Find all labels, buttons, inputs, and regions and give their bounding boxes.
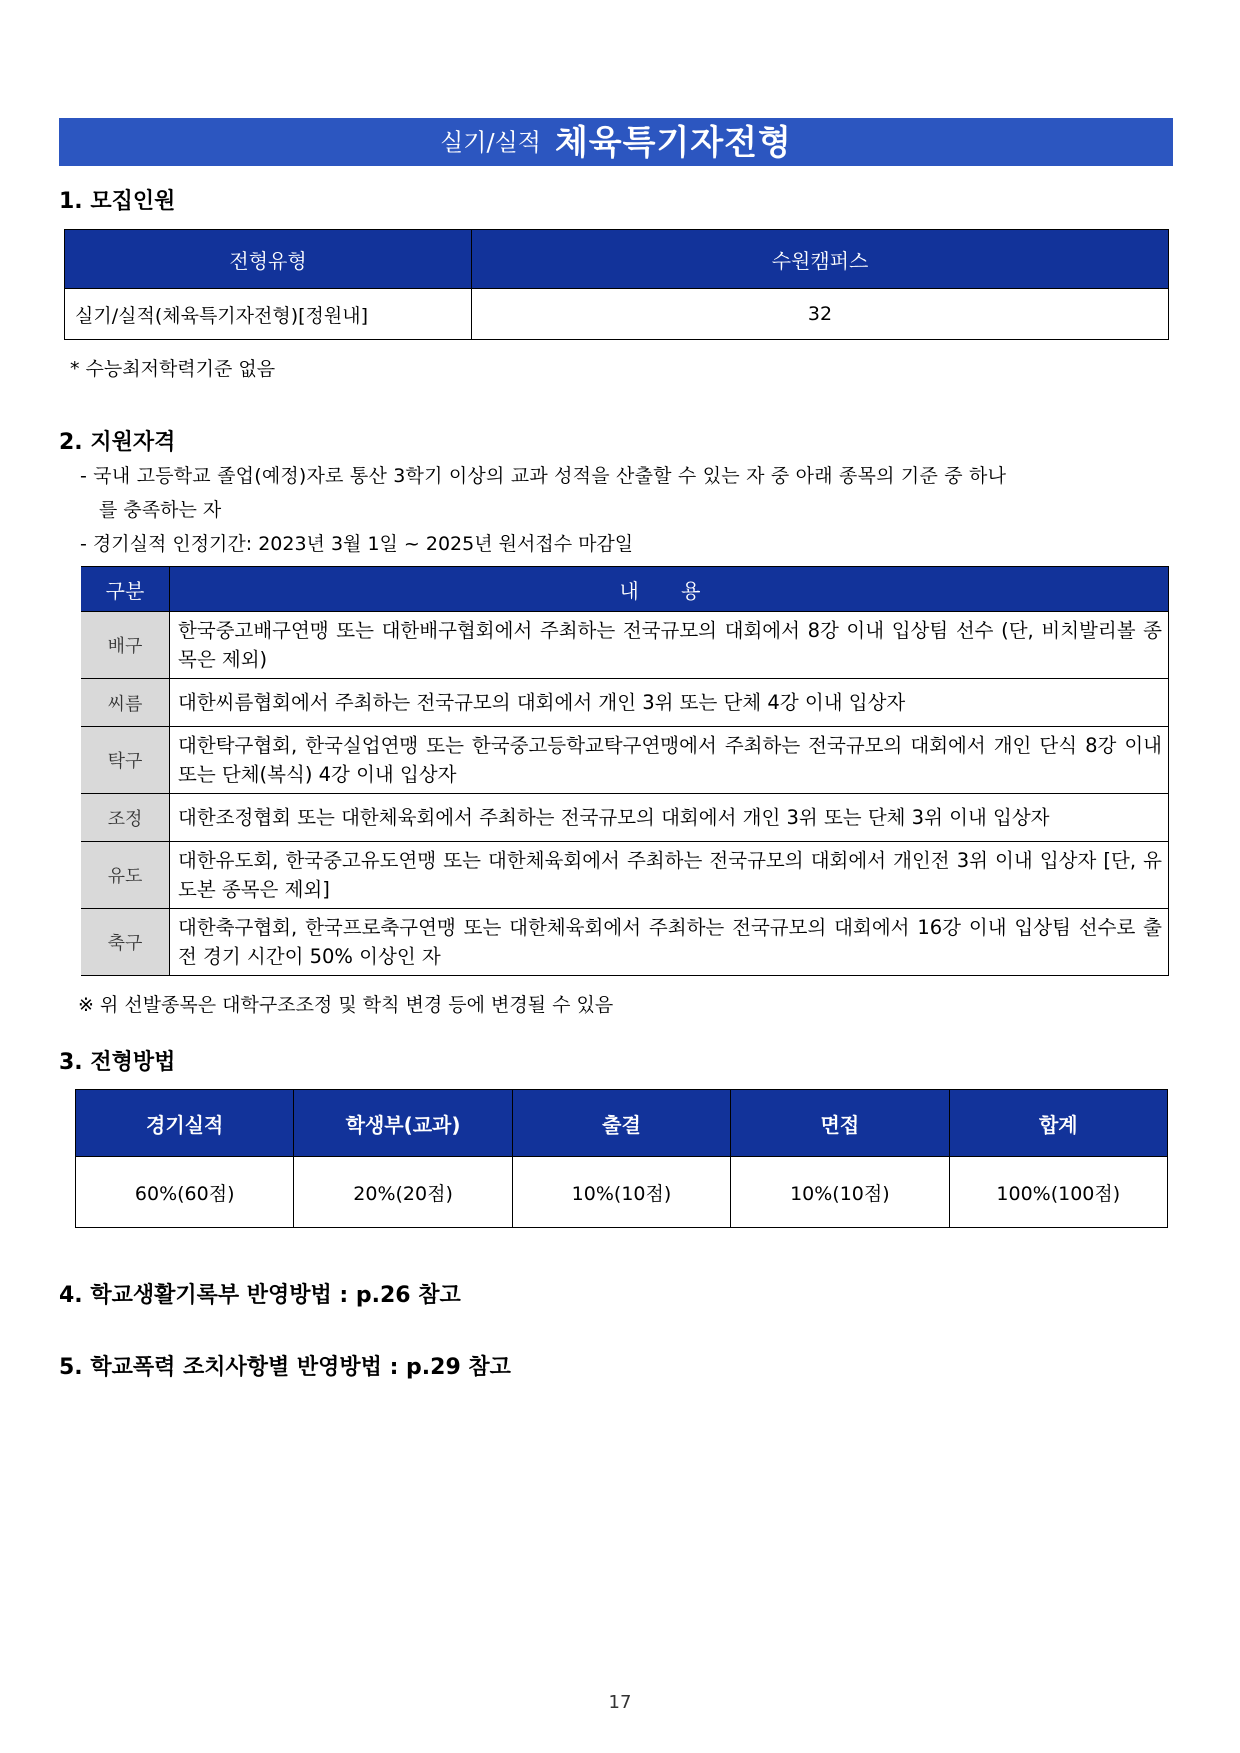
header-cell: 경기실적 [76, 1090, 294, 1157]
table-row [76, 1157, 1168, 1228]
header-cell: 출결 [512, 1090, 730, 1157]
sport-criteria-table [81, 566, 1169, 976]
admission-type-cell: 실기/실적(체육특기자전형)[정원내] [65, 289, 472, 340]
banner-title: 체육특기자전형 [554, 122, 792, 163]
title-banner [59, 118, 1173, 166]
criteria-cell: 대한축구협회, 한국프로축구연맹 또는 대한체육회에서 주최하는 전국규모의 대회에서 16강 이내 입상팀 선수로 출전 경기 시간이 50% 이상인 자 [170, 909, 1169, 976]
header-cell: 합계 [949, 1090, 1167, 1157]
header-cell: 전형유형 [65, 230, 472, 289]
section-5-heading: 5. 학교폭력 조치사항별 반영방법 : p.29 참고 [59, 1355, 511, 1380]
criteria-cell: 대한조정협회 또는 대한체육회에서 주최하는 전국규모의 대회에서 개인 3위 또는 단체 3위 이내 입상자 [170, 794, 1169, 842]
table-header-row [65, 230, 1169, 289]
section-4-heading: 4. 학교생활기록부 반영방법 : p.26 참고 [59, 1283, 461, 1308]
eligibility-line-1: - 국내 고등학교 졸업(예정)자로 통산 3학기 이상의 교과 성적을 산출할 수 있는 자 중 아래 종목의 기준 중 하나 [80, 465, 1007, 487]
recruitment-table [64, 229, 1169, 340]
eligibility-line-2: 를 충족하는 자 [99, 499, 222, 521]
score-cell: 10%(10점) [731, 1157, 949, 1228]
header-cell: 수원캠퍼스 [472, 230, 1169, 289]
criteria-cell: 대한유도회, 한국중고유도연맹 또는 대한체육회에서 주최하는 전국규모의 대회에서 개인전 3위 이내 입상자 [단, 유도본 종목은 제외] [170, 842, 1169, 909]
table-row [81, 842, 1169, 909]
section-2-heading: 2. 지원자격 [59, 430, 176, 455]
header-cell: 구분 [81, 567, 170, 612]
table-row [81, 612, 1169, 679]
criteria-cell: 대한씨름협회에서 주최하는 전국규모의 대회에서 개인 3위 또는 단체 4강 이내 입상자 [170, 679, 1169, 727]
header-cell: 학생부(교과) [294, 1090, 512, 1157]
header-cell: 면접 [731, 1090, 949, 1157]
criteria-cell: 한국중고배구연맹 또는 대한배구협회에서 주최하는 전국규모의 대회에서 8강 이내 입상팀 선수 (단, 비치발리볼 종목은 제외) [170, 612, 1169, 679]
table-header-row [81, 567, 1169, 612]
criteria-cell: 대한탁구협회, 한국실업연맹 또는 한국중고등학교탁구연맹에서 주최하는 전국규모의 대회에서 개인 단식 8강 이내 또는 단체(복식) 4강 이내 입상자 [170, 727, 1169, 794]
sport-cell: 씨름 [81, 679, 170, 727]
sport-cell: 배구 [81, 612, 170, 679]
section-1-heading: 1. 모집인원 [59, 189, 176, 214]
page-number: 17 [608, 1692, 632, 1713]
header-cell: 내 용 [170, 567, 1169, 612]
table-row [81, 794, 1169, 842]
csat-note: * 수능최저학력기준 없음 [70, 358, 276, 380]
table-row [65, 289, 1169, 340]
score-cell: 100%(100점) [949, 1157, 1167, 1228]
quota-cell: 32 [472, 289, 1169, 340]
table-header-row [76, 1090, 1168, 1157]
sports-change-note: ※ 위 선발종목은 대학구조조정 및 학칙 변경 등에 변경될 수 있음 [78, 994, 614, 1016]
table-row [81, 679, 1169, 727]
sport-cell: 유도 [81, 842, 170, 909]
score-cell: 60%(60점) [76, 1157, 294, 1228]
section-3-heading: 3. 전형방법 [59, 1050, 176, 1075]
sport-cell: 조정 [81, 794, 170, 842]
table-row [81, 727, 1169, 794]
table-row [81, 909, 1169, 976]
banner-prefix: 실기/실적 [440, 128, 541, 157]
sport-cell: 축구 [81, 909, 170, 976]
score-cell: 10%(10점) [512, 1157, 730, 1228]
sport-cell: 탁구 [81, 727, 170, 794]
record-period: - 경기실적 인정기간: 2023년 3월 1일 ~ 2025년 원서접수 마감일 [80, 533, 634, 555]
evaluation-table [75, 1089, 1168, 1228]
score-cell: 20%(20점) [294, 1157, 512, 1228]
